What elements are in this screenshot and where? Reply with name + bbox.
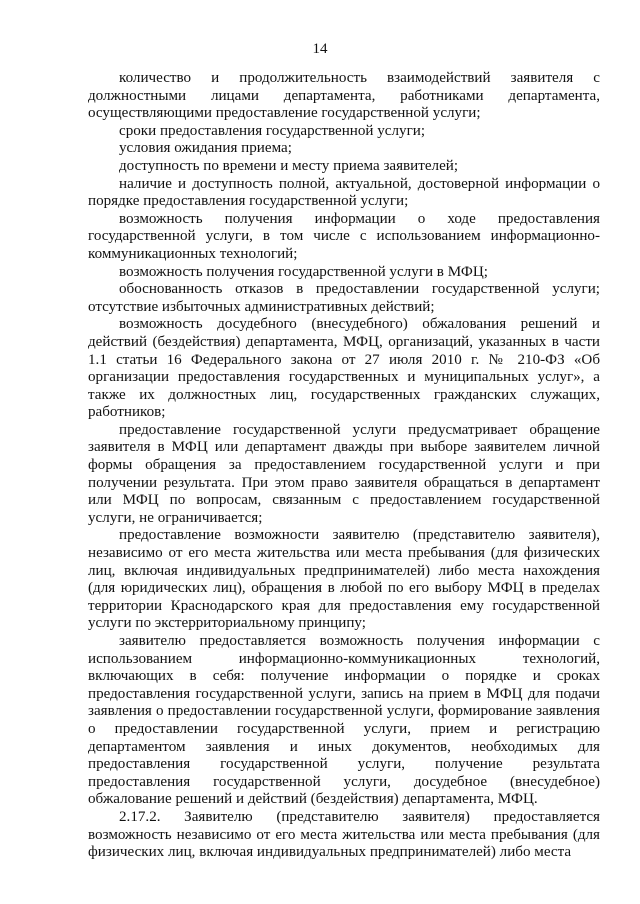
paragraph-ict-information: заявителю предоставляется возможность получения информации с использованием информационно-коммуникационных технологий, включающих в себя: получение информации о порядке и сроках предоставления государственной услуги, запись на прием в МФЦ для подачи заявления о предоставлении государственной услуги, формирование заявления о предоставлении государственной услуги, прием и регистрацию департаментом заявления и иных документов, необходимых для предоставления государственной услуги, получение результата предоставления государственной услуги, досудебное (внесудебное) обжалование решений и действий (бездействия) департамента, МФЦ.	[88, 633, 600, 808]
paragraph-section-2-17-2: 2.17.2. Заявителю (представителю заявителя) предоставляется возможность независимо от его места жительства или места пребывания (для физических лиц, включая индивидуальных предпринимателей) либо места	[88, 808, 600, 861]
paragraph-progress-information: возможность получения информации о ходе предоставления государственной услуги, в том числе с использованием информационно-коммуникационных технологий;	[88, 210, 600, 262]
paragraph-waiting-conditions: условия ожидания приема;	[119, 140, 292, 157]
paragraph-extraterritorial-principle: предоставление возможности заявителю (представителю заявителя), независимо от его места жительства или места пребывания (для физических лиц, включая индивидуальных предпринимателей) либо места нахождения (для юридических лиц), обращения в любой по его выбору МФЦ в пределах территории Краснодарского края для предоставления ему государственной услуги по экстерриториальному принципу;	[88, 527, 600, 632]
document-body	[88, 70, 600, 862]
paragraph-service-terms: сроки предоставления государственной услуги;	[119, 122, 426, 139]
page-number: 14	[312, 41, 328, 57]
paragraph-interaction-count: количество и продолжительность взаимодействий заявителя с должностными лицами департамента, работниками департамента, осуществляющими предоставление государственной услуги;	[88, 70, 600, 122]
paragraph-information-availability: наличие и доступность полной, актуальной, достоверной информации о порядке предоставления государственной услуги;	[88, 175, 600, 210]
paragraph-time-place-availability: доступность по времени и месту приема заявителей;	[119, 157, 459, 174]
paragraph-pretrial-appeal: возможность досудебного (внесудебного) обжалования решений и действий (бездействия) департамента, МФЦ, организаций, указанных в части 1.1 статьи 16 Федерального закона от 27 июля 2010 г. № 210-ФЗ «Об организации предоставления государственных и муниципальных услуг», а также их должностных лиц, государственных гражданских служащих, работников;	[88, 316, 600, 421]
paragraph-mfc-service: возможность получения государственной услуги в МФЦ;	[119, 263, 488, 280]
paragraph-applicant-visits: предоставление государственной услуги предусматривает обращение заявителя в МФЦ или департамент дважды при выборе заявителем личной формы обращения за предоставлением государственной услуги и при получении результата. При этом право заявителя обращаться в департамент или МФЦ по вопросам, связанным с предоставлением государственной услуги, не ограничивается;	[88, 421, 600, 526]
paragraph-refusal-justification: обоснованность отказов в предоставлении государственной услуги; отсутствие избыточных административных действий;	[88, 281, 600, 315]
